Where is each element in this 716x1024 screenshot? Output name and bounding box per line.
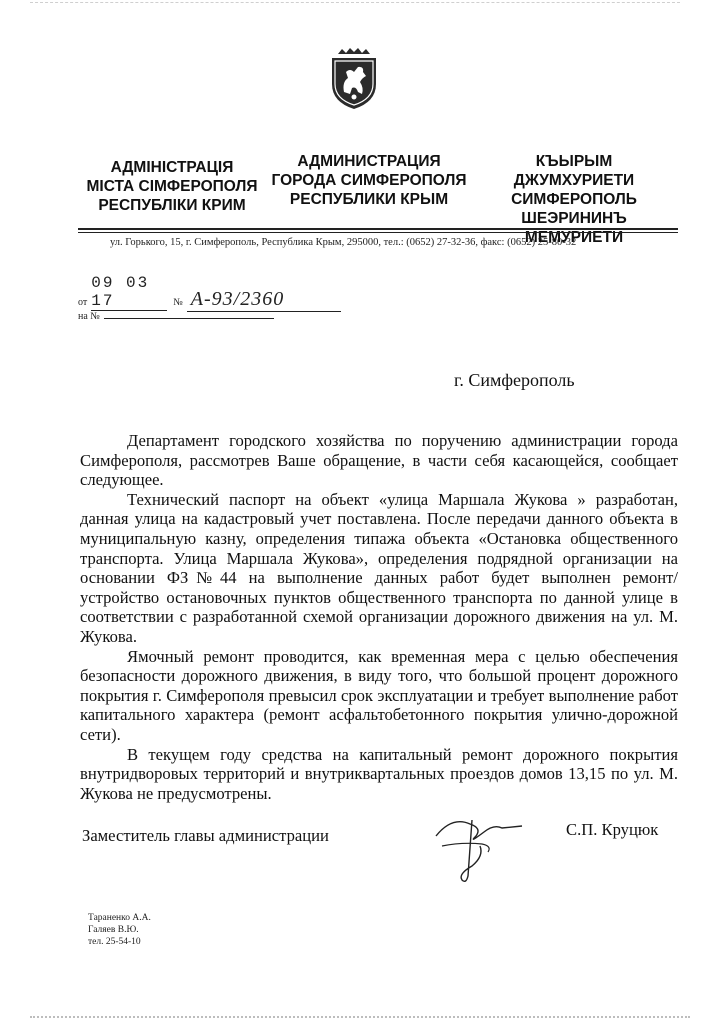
on-number-label: на № xyxy=(78,311,100,322)
body-paragraph: Технический паспорт на объект «улица Маршала Жукова » разработан, данная улица на кадастровый учет поставлена. После передачи данного объекта в муниципальную казну, определения типажа объекта «Остановка общественного транспорта. Улица Маршала Жукова», определения подрядной организации на основании ФЗ№44 на выполнение данных работ будет выполнен ремонт/устройство остановочных пунктов общественного транспорта по данной улице в соответствии с разработанной схемой организации дорожного движения на ул. М. Жукова. xyxy=(80,489,678,646)
letter-body xyxy=(80,431,678,803)
number-label: № xyxy=(173,297,183,308)
body-paragraph: В текущем году средства на капитальный ремонт дорожного покрытия внутридворовых территорий и внутриквартальных проездов домов 13,15 по ул. М. Жукова не предусмотрены. xyxy=(80,744,678,803)
executor-phone: тел. 25-54-10 xyxy=(88,937,141,947)
executors-block xyxy=(88,912,151,948)
signatory-position: Заместитель главы администрации xyxy=(82,826,329,845)
header-rule-thick xyxy=(78,228,678,230)
header-crimean-tatar: КЪЫРЫМ ДЖУМХУРИЕТИ СИМФЕРОПОЛЬ ШЕЭРИНИНЪ МЕМУРИЕТИ xyxy=(511,153,637,246)
header-rule-thin xyxy=(78,232,678,233)
body-paragraph: Ямочный ремонт проводится, как временная мера с целью обеспечения безопасности дорожного движения, в виду того, что большой процент дорожного покрытия г. Симферополя превысил срок эксплуатации и требует выполнение работ капитального характера (ремонт асфальтобетонного покрытия улично-дорожной сети). xyxy=(80,646,678,744)
reference-number-blank xyxy=(104,308,274,319)
scan-artifact-top xyxy=(30,2,680,3)
from-label: от xyxy=(78,297,88,308)
signatory-name: С.П. Круцюк xyxy=(566,820,659,839)
registration-date: 09 03 17 xyxy=(91,274,167,311)
body-paragraph: Департамент городского хозяйства по поручению администрации города Симферополя, рассмотрев Ваше обращение, в части себя касающейся, сообщает следующее. xyxy=(80,431,678,490)
address-line: ул. Горького, 15, г. Симферополь, Республика Крым, 295000, тел.: (0652) 27-32-36, факс: (0652) 25-80-32 xyxy=(110,237,577,248)
scan-artifact-bottom xyxy=(30,1016,690,1018)
executor-name: Галяев В.Ю. xyxy=(88,925,139,935)
executor-name: Тараненко А.А. xyxy=(88,913,151,923)
header-russian: АДМИНИСТРАЦИЯ ГОРОДА СИМФЕРОПОЛЯ РЕСПУБЛИКИ КРЫМ xyxy=(271,153,467,208)
header-ukrainian: АДМІНІСТРАЦІЯ МІСТА СІМФЕРОПОЛЯ РЕСПУБЛІКИ КРИМ xyxy=(86,159,258,214)
crimea-coat-of-arms-icon xyxy=(328,48,380,110)
handwritten-signature-icon xyxy=(432,806,528,886)
city-line: г. Симферополь xyxy=(454,370,575,390)
registration-number: А-93/2360 xyxy=(187,288,341,312)
reference-row xyxy=(78,306,274,324)
